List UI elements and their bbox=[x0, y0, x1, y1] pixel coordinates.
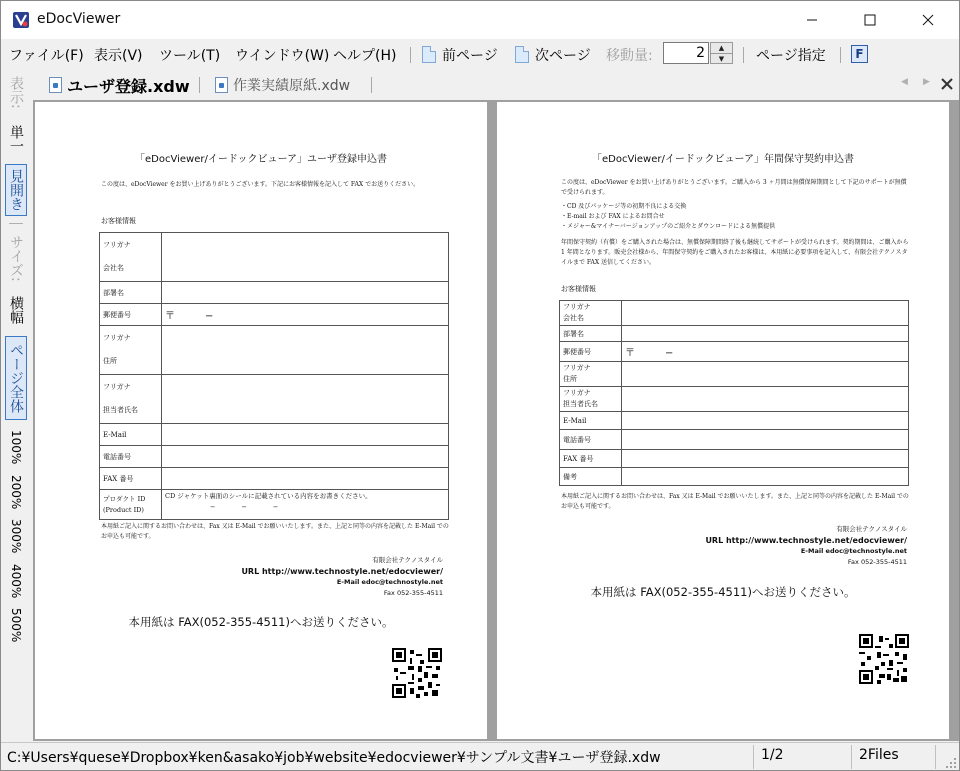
size-label: サイズ: bbox=[8, 234, 24, 282]
form-field-contact[interactable] bbox=[162, 375, 449, 424]
company-name: 有限会社テクノスタイル bbox=[372, 556, 443, 564]
title-bar bbox=[1, 1, 959, 39]
tab-bar bbox=[33, 71, 959, 99]
spread-button[interactable]: 見開き bbox=[5, 164, 27, 216]
maximize-button[interactable] bbox=[847, 1, 893, 39]
menu-file[interactable]: ファイル(F) bbox=[9, 48, 84, 64]
fit-page-button[interactable]: ページ全体 bbox=[5, 336, 27, 420]
page-footer-note: 本用紙ご記入に関するお問い合わせは、Fax 又は E-Mail でお願いいたします。また、上記と同等の内容を記載した E-Mail でのお申込も可能です。 bbox=[561, 493, 909, 510]
step-spinner[interactable] bbox=[710, 42, 733, 64]
form-label-email: E-Mail bbox=[560, 412, 622, 430]
tab-scroll-right-icon[interactable]: ▶ bbox=[923, 77, 930, 87]
menu-separator bbox=[410, 47, 411, 63]
next-page-button[interactable]: 次ページ bbox=[535, 48, 591, 64]
status-separator bbox=[753, 745, 754, 769]
form-field-contact[interactable] bbox=[622, 387, 909, 412]
zoom-400-button[interactable]: 400% bbox=[9, 563, 23, 599]
close-button[interactable] bbox=[905, 1, 951, 39]
form-field-notes[interactable] bbox=[622, 468, 909, 486]
next-page-icon bbox=[515, 46, 529, 63]
company-fax: Fax 052-355-4511 bbox=[847, 558, 907, 566]
form-field-address[interactable] bbox=[162, 326, 449, 375]
form-label-fax: FAX 番号 bbox=[560, 450, 622, 468]
form-field-fax[interactable] bbox=[622, 450, 909, 468]
section-title: お客様情報 bbox=[561, 285, 596, 293]
tab-separator bbox=[371, 77, 372, 93]
page-intro: この度は、eDocViewer をお買い上げありがとうございます。下記にお客様情報を記入して FAX でお送りください。 bbox=[101, 181, 420, 188]
section-title: お客様情報 bbox=[101, 217, 136, 225]
document-viewer[interactable] bbox=[33, 100, 959, 741]
form-label-company: フリガナ 会社名 bbox=[100, 233, 162, 282]
tab-separator bbox=[199, 77, 200, 93]
left-page bbox=[35, 102, 487, 739]
window-title: eDocViewer bbox=[37, 11, 121, 27]
menu-separator bbox=[743, 47, 744, 63]
page-select-button[interactable]: ページ指定 bbox=[756, 48, 826, 64]
company-email: E-Mail edoc@technostyle.net bbox=[800, 547, 907, 555]
zoom-500-button[interactable]: 500% bbox=[9, 607, 23, 643]
app-icon bbox=[12, 11, 30, 29]
zoom-200-button[interactable]: 200% bbox=[9, 474, 23, 510]
fax-instruction: 本用紙は FAX(052-355-4511)へお送りください。 bbox=[590, 585, 856, 599]
step-input[interactable] bbox=[663, 42, 709, 64]
status-bar bbox=[1, 742, 959, 770]
close-icon bbox=[922, 14, 934, 26]
form-label-contact: フリガナ 担当者氏名 bbox=[100, 375, 162, 424]
fax-instruction: 本用紙は FAX(052-355-4511)へお送りください。 bbox=[128, 615, 394, 629]
form-label-postal: 郵便番号 bbox=[560, 342, 622, 362]
document-icon bbox=[49, 77, 62, 93]
form-field-postal[interactable]: 〒 − bbox=[162, 304, 449, 326]
menu-bar bbox=[1, 39, 959, 69]
status-separator bbox=[851, 745, 852, 769]
page-title: 「eDocViewer/イードックビューア」年間保守契約申込書 bbox=[592, 154, 854, 165]
maintenance-form bbox=[559, 300, 909, 486]
form-field-company[interactable] bbox=[622, 301, 909, 326]
form-field-email[interactable] bbox=[162, 424, 449, 446]
company-info bbox=[705, 524, 907, 568]
tab-close-icon[interactable] bbox=[941, 78, 953, 90]
form-label-department: 部署名 bbox=[100, 282, 162, 304]
form-label-email: E-Mail bbox=[100, 424, 162, 446]
page-intro: この度は、eDocViewer をお買い上げありがとうございます。ご購入から 3 ヶ月間は無償保障期間として下記のサポートが無償で受けられます。 bbox=[561, 179, 907, 196]
file-count: 2Files bbox=[859, 747, 899, 763]
menu-window[interactable]: ウインドウ(W) bbox=[235, 48, 330, 64]
qr-code-icon bbox=[859, 634, 909, 684]
minimize-icon bbox=[806, 14, 818, 26]
prev-page-button[interactable]: 前ページ bbox=[442, 48, 498, 64]
form-label-phone: 電話番号 bbox=[560, 430, 622, 450]
status-separator bbox=[935, 745, 936, 769]
form-field-department[interactable] bbox=[622, 326, 909, 342]
company-fax: Fax 052-355-4511 bbox=[383, 589, 443, 597]
company-name: 有限会社テクノスタイル bbox=[836, 525, 907, 533]
form-field-phone[interactable] bbox=[162, 446, 449, 468]
company-email: E-Mail edoc@technostyle.net bbox=[336, 578, 443, 586]
display-label: 表示: bbox=[8, 75, 24, 109]
form-field-fax[interactable] bbox=[162, 468, 449, 490]
tab-scroll-left-icon[interactable]: ◀ bbox=[901, 77, 908, 87]
view-sidebar bbox=[1, 69, 31, 741]
form-field-phone[interactable] bbox=[622, 430, 909, 450]
form-field-product-id[interactable]: CD ジャケット裏面のシールに記載されている内容をお書きください。 − − − bbox=[162, 490, 449, 520]
form-label-contact: フリガナ 担当者氏名 bbox=[560, 387, 622, 412]
company-info bbox=[241, 555, 443, 599]
zoom-300-button[interactable]: 300% bbox=[9, 518, 23, 554]
form-label-phone: 電話番号 bbox=[100, 446, 162, 468]
menu-tools[interactable]: ツール(T) bbox=[159, 48, 221, 64]
form-field-address[interactable] bbox=[622, 362, 909, 387]
spin-up-icon[interactable]: ▲ bbox=[718, 44, 725, 52]
qr-code-icon bbox=[392, 648, 442, 698]
minimize-button[interactable] bbox=[789, 1, 835, 39]
form-label-notes: 備考 bbox=[560, 468, 622, 486]
form-label-company: フリガナ 会社名 bbox=[560, 301, 622, 326]
f-button[interactable]: F bbox=[851, 45, 868, 63]
company-url: URL http://www.technostyle.net/edocviewer/ bbox=[705, 536, 907, 545]
form-field-postal[interactable]: 〒 − bbox=[622, 342, 909, 362]
maintenance-paragraph: 年間保守契約（有償）をご購入された場合は、無償保障期間終了後も継続してサポートが受けられます。契約期間は、ご購入から 1 年間となります。販売会社様から、年間保守契約をご購入されたお客様は、本用紙に必要事項を記入して、有限会社テクノスタイルまで FAX 送信してください。 bbox=[561, 239, 909, 266]
tab-label: 作業実績原紙.xdw bbox=[233, 78, 351, 94]
menu-help[interactable]: ヘルプ(H) bbox=[333, 48, 397, 64]
single-page-button[interactable]: 単一 bbox=[8, 125, 24, 153]
document-icon bbox=[215, 77, 228, 93]
form-field-email[interactable] bbox=[622, 412, 909, 430]
menu-separator bbox=[840, 47, 841, 63]
form-label-department: 部署名 bbox=[560, 326, 622, 342]
sidebar-separator bbox=[9, 223, 23, 224]
file-path: C:¥Users¥quese¥Dropbox¥ken&asako¥job¥website¥edocviewer¥サンプル文書¥ユーザ登録.xdw bbox=[7, 750, 661, 766]
benefit-item: ・メジャー&マイナーバージョンアップのご紹介とダウンロードによる無償提供 bbox=[561, 223, 776, 230]
right-page bbox=[497, 102, 949, 739]
form-label-fax: FAX 番号 bbox=[100, 468, 162, 490]
zoom-100-button[interactable]: 100% bbox=[9, 429, 23, 465]
form-label-postal: 郵便番号 bbox=[100, 304, 162, 326]
form-field-department[interactable] bbox=[162, 282, 449, 304]
benefit-item: ・E-mail および FAX によるお問合せ bbox=[561, 213, 665, 220]
form-label-product-id: プロダクト ID (Product ID) bbox=[100, 490, 162, 520]
maximize-icon bbox=[864, 14, 876, 26]
registration-form bbox=[99, 232, 449, 520]
benefit-item: ・CD 及びパッケージ等の初期不良による交換 bbox=[561, 203, 687, 210]
form-field-company[interactable] bbox=[162, 233, 449, 282]
spin-down-icon[interactable]: ▼ bbox=[718, 55, 725, 63]
company-url: URL http://www.technostyle.net/edocviewer/ bbox=[241, 567, 443, 576]
page-footer-note: 本用紙ご記入に関するお問い合わせは、Fax 又は E-Mail でお願いいたします。また、上記と同等の内容を記載した E-Mail でのお申込も可能です。 bbox=[101, 523, 449, 540]
fit-width-button[interactable]: 横幅 bbox=[8, 296, 24, 324]
prev-page-icon bbox=[422, 46, 436, 63]
resize-grip-icon[interactable] bbox=[945, 757, 957, 769]
page-indicator: 1/2 bbox=[761, 747, 784, 763]
menu-view[interactable]: 表示(V) bbox=[94, 48, 143, 64]
tab-label: ユーザ登録.xdw bbox=[67, 76, 190, 96]
tab-user-registration[interactable] bbox=[49, 71, 190, 99]
form-label-address: フリガナ 住所 bbox=[560, 362, 622, 387]
tab-work-record[interactable] bbox=[215, 71, 350, 99]
step-label: 移動量: bbox=[606, 48, 653, 64]
page-title: 「eDocViewer/イードックビューア」ユーザ登録申込書 bbox=[135, 154, 387, 165]
form-label-address: フリガナ 住所 bbox=[100, 326, 162, 375]
